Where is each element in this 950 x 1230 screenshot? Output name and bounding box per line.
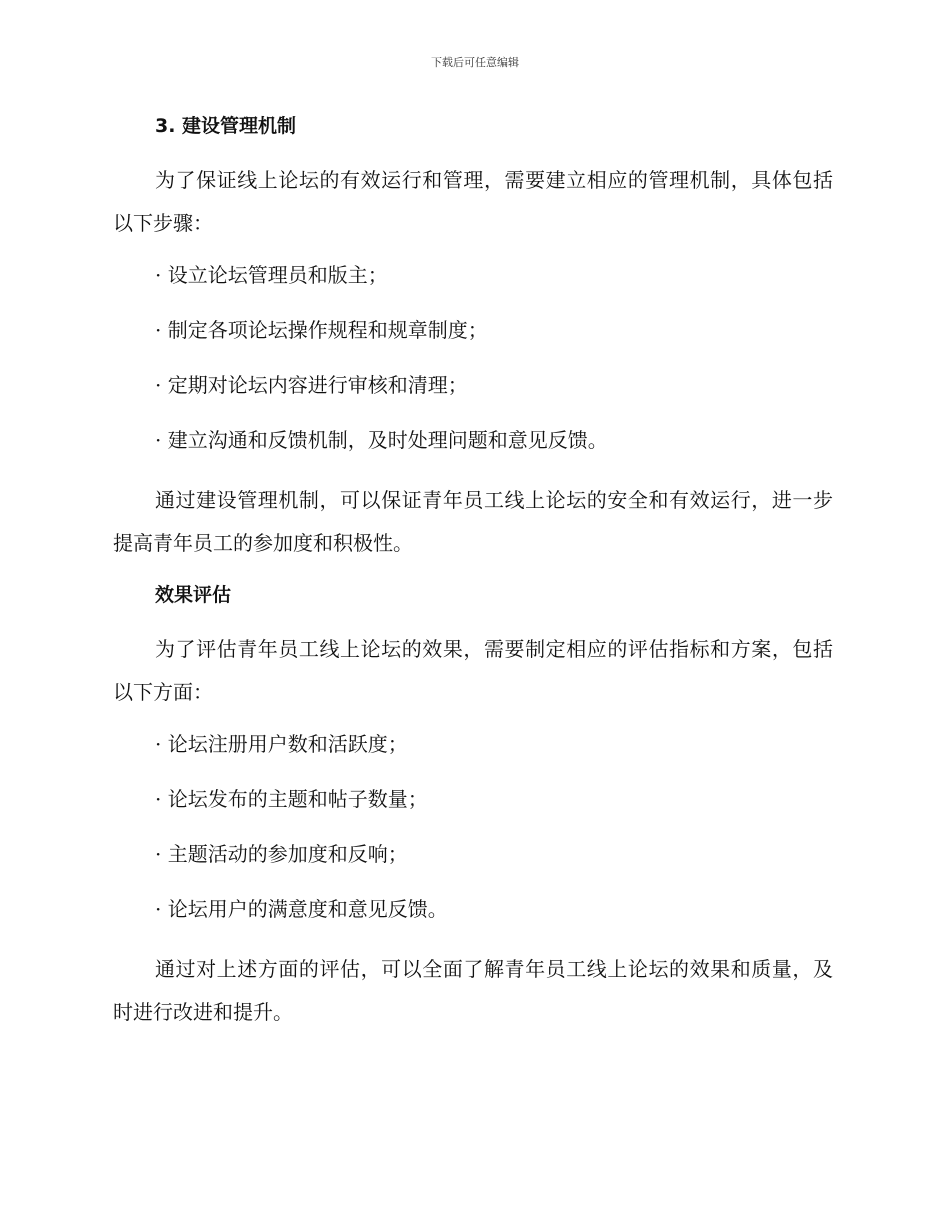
list-item: · 设立论坛管理员和版主；: [155, 263, 388, 287]
page-header: 下载后可任意编辑: [431, 56, 519, 69]
paragraph-management-intro: 为了保证线上论坛的有效运行和管理，需要建立相应的管理机制，具体包括以下步骤：: [113, 168, 833, 235]
document-body: [113, 110, 833, 1048]
paragraph-management-conclusion: 通过建设管理机制，可以保证青年员工线上论坛的安全和有效运行，进一步提高青年员工的参加度和积极性。: [113, 488, 833, 555]
paragraph-evaluation-intro: 为了评估青年员工线上论坛的效果，需要制定相应的评估指标和方案，包括以下方面：: [113, 637, 833, 704]
list-item: · 论坛用户的满意度和意见反馈。: [155, 897, 448, 921]
section-heading-management: 3. 建设管理机制: [155, 115, 297, 137]
list-item: · 制定各项论坛操作规程和规章制度；: [155, 318, 488, 342]
paragraph-evaluation-conclusion: 通过对上述方面的评估，可以全面了解青年员工线上论坛的效果和质量，及时进行改进和提升。: [113, 957, 833, 1024]
list-item: · 论坛发布的主题和帖子数量；: [155, 787, 428, 811]
list-item: · 建立沟通和反馈机制，及时处理问题和意见反馈。: [155, 428, 608, 452]
list-item: · 主题活动的参加度和反响；: [155, 842, 408, 866]
list-item: · 定期对论坛内容进行审核和清理；: [155, 373, 468, 397]
section-heading-evaluation: 效果评估: [155, 584, 232, 606]
list-item: · 论坛注册用户数和活跃度；: [155, 732, 408, 756]
